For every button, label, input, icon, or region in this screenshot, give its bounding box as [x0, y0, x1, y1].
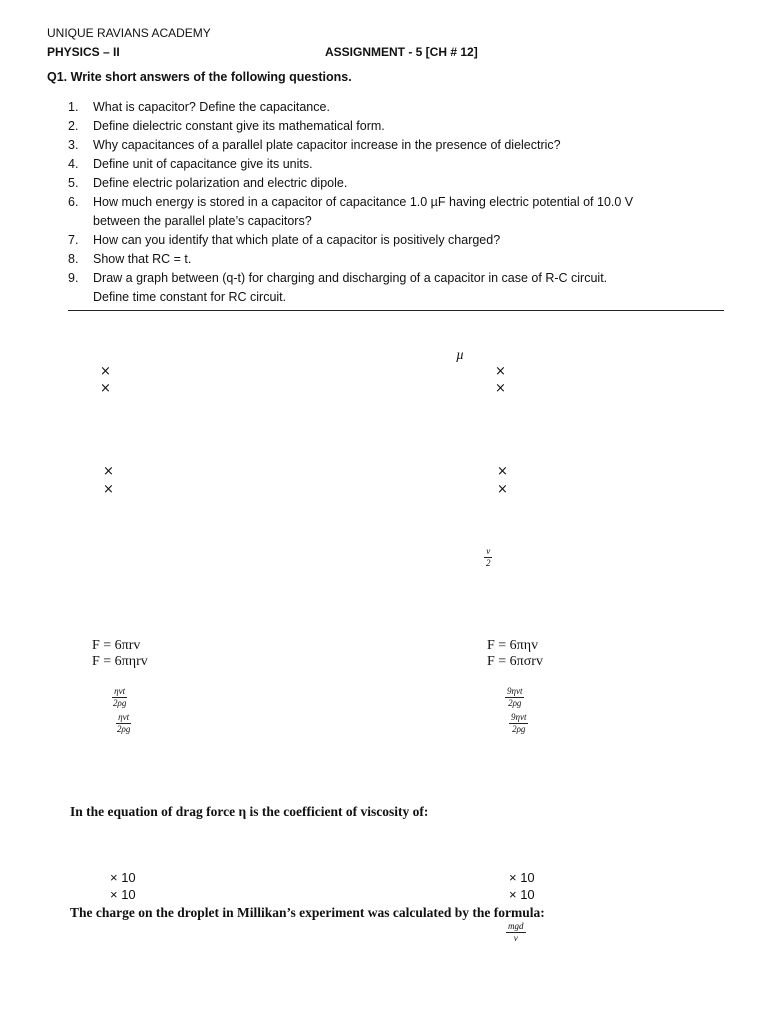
- option-fraction: [111, 686, 128, 709]
- question-item: [68, 231, 728, 250]
- question-text: between the parallel plate’s capacitors?: [93, 214, 312, 228]
- question-text: Why capacitances of a parallel plate capacitor increase in the presence of dielectric?: [93, 138, 561, 152]
- times-mark: ×: [100, 364, 111, 379]
- question-item: [68, 117, 728, 136]
- fraction-numerator: ηvt: [118, 712, 130, 722]
- option-fraction: [509, 712, 528, 735]
- option-fraction: [115, 712, 132, 735]
- question-number: 6.: [68, 195, 79, 209]
- question-number: 7.: [68, 233, 79, 247]
- times-mark: ×: [100, 381, 111, 396]
- fraction-denominator: v: [513, 933, 518, 943]
- mcq-stem: In the equation of drag force η is the coefficient of viscosity of:: [70, 804, 429, 819]
- mcq-stem: The charge on the droplet in Millikan’s experiment was calculated by the formula:: [70, 905, 545, 920]
- question-text: Define time constant for RC circuit.: [93, 290, 287, 304]
- fraction-denominator: 2ρg: [512, 724, 526, 734]
- question-text: Show that RC = t.: [93, 252, 192, 266]
- question-item: [68, 136, 728, 155]
- question-number: 2.: [68, 119, 79, 133]
- option-sci: × 10: [509, 887, 535, 902]
- fraction-denominator: 2: [486, 558, 491, 568]
- option-formula: F = 6πrv: [92, 638, 141, 653]
- question-number: 4.: [68, 157, 79, 171]
- fraction-numerator: 9ηvt: [511, 712, 527, 722]
- question-list: [68, 98, 728, 307]
- option-sci: × 10: [110, 870, 136, 885]
- question-text: Define unit of capacitance give its units.: [93, 157, 313, 171]
- fraction-denominator: 2ρg: [508, 698, 522, 708]
- times-mark: ×: [495, 364, 506, 379]
- question-item: [68, 155, 728, 174]
- mu-symbol: µ: [456, 348, 465, 363]
- question-text: Draw a graph between (q-t) for charging and discharging of a capacitor in case of R-C circuit.: [93, 271, 608, 285]
- times-mark: ×: [103, 464, 114, 479]
- question-text: Define electric polarization and electric dipole.: [93, 176, 348, 190]
- fraction-numerator: v: [486, 546, 491, 556]
- question-number: 1.: [68, 100, 79, 114]
- option-fraction: [506, 921, 526, 944]
- times-mark: ×: [103, 482, 114, 497]
- option-formula: F = 6πσrv: [487, 654, 543, 669]
- question-title: Q1. Write short answers of the following questions.: [47, 70, 352, 84]
- question-number: 8.: [68, 252, 79, 266]
- option-sci: × 10: [110, 887, 136, 902]
- question-text: How can you identify that which plate of a capacitor is positively charged?: [93, 233, 501, 247]
- question-item: [68, 250, 728, 269]
- assignment-title: ASSIGNMENT - 5 [CH # 12]: [325, 45, 478, 59]
- divider-line: [68, 310, 724, 311]
- fraction-numerator: 9ηvt: [507, 686, 523, 696]
- question-number: 3.: [68, 138, 79, 152]
- question-number: 9.: [68, 271, 79, 285]
- question-text: Define dielectric constant give its mathematical form.: [93, 119, 385, 133]
- question-item: [68, 98, 728, 117]
- question-item: [68, 193, 728, 231]
- question-item: [68, 269, 728, 307]
- times-mark: ×: [497, 464, 508, 479]
- question-text: What is capacitor? Define the capacitance.: [93, 100, 330, 114]
- option-fraction: [505, 686, 524, 709]
- option-sci: × 10: [509, 870, 535, 885]
- fraction-numerator: mgd: [508, 921, 524, 931]
- question-item: [68, 174, 728, 193]
- academy-name: UNIQUE RAVIANS ACADEMY: [47, 26, 211, 40]
- fraction-numerator: ηvt: [114, 686, 126, 696]
- fraction-v-over-2: [484, 546, 493, 569]
- times-mark: ×: [495, 381, 506, 396]
- question-number: 5.: [68, 176, 79, 190]
- option-formula: F = 6πηv: [487, 638, 539, 653]
- times-mark: ×: [497, 482, 508, 497]
- fraction-denominator: 2ρg: [117, 724, 131, 734]
- question-text: How much energy is stored in a capacitor of capacitance 1.0 µF having electric potential of 10.0 V: [93, 195, 634, 209]
- fraction-denominator: 2ρg: [113, 698, 127, 708]
- subject-title: PHYSICS – II: [47, 45, 120, 59]
- option-formula: F = 6πηrv: [92, 654, 148, 669]
